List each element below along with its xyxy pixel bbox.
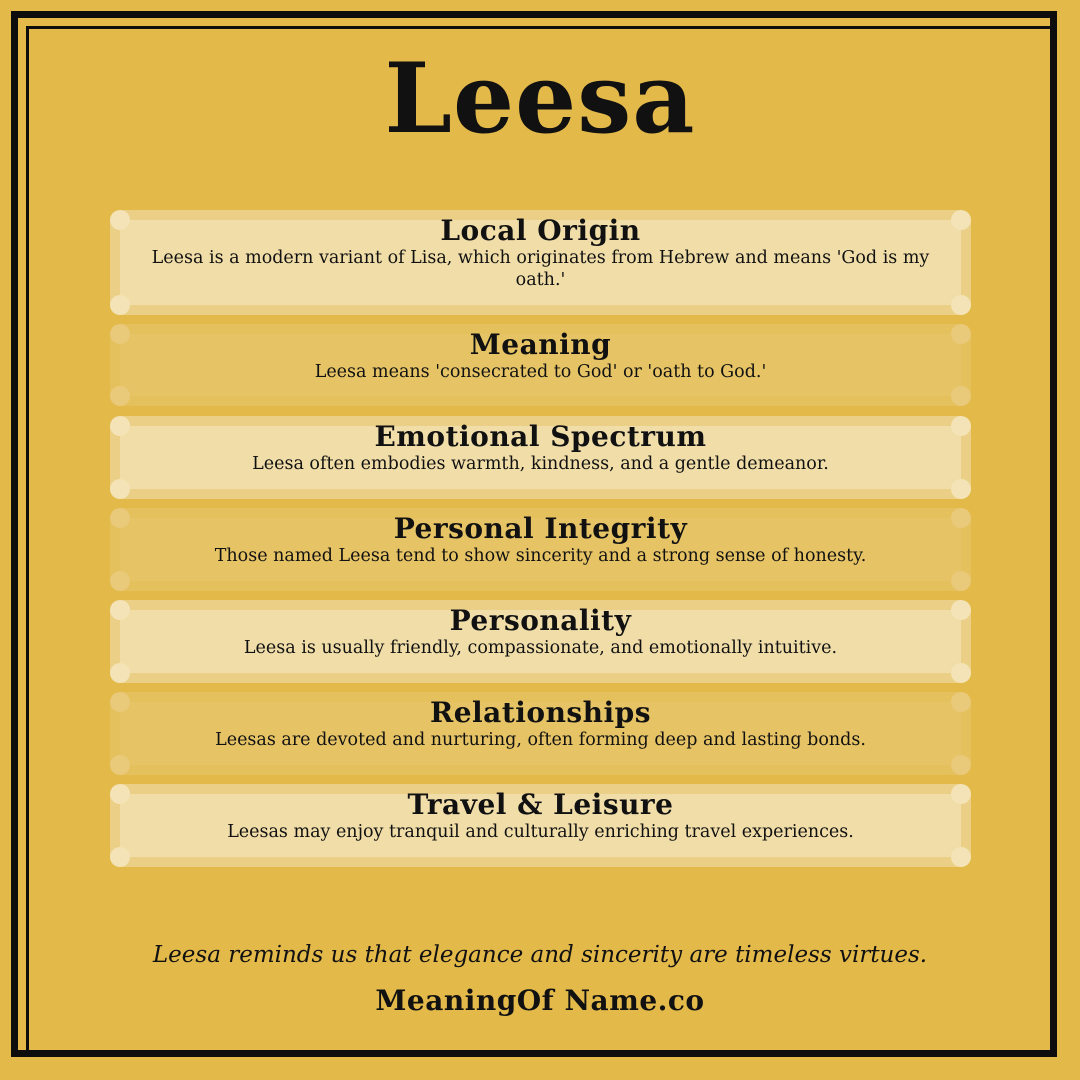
section-text: Leesa means 'consecrated to God' or 'oath to God.' <box>314 362 767 382</box>
section-card-relationships <box>110 692 971 775</box>
section-text: Leesas may enjoy tranquil and culturally enriching travel experiences. <box>227 822 854 842</box>
section-text: Leesas are devoted and nurturing, often forming deep and lasting bonds. <box>215 730 866 750</box>
section-heading: Personal Integrity <box>393 512 688 545</box>
section-card-local-origin <box>110 210 971 315</box>
page-title: Leesa <box>384 42 696 155</box>
section-heading: Relationships <box>429 696 652 729</box>
brand-name: MeaningOf Name.co <box>375 984 705 1017</box>
section-text: Leesa is usually friendly, compassionate, and emotionally intuitive. <box>243 638 838 658</box>
section-heading: Meaning <box>469 328 612 361</box>
section-text: Leesa is a modern variant of Lisa, which originates from Hebrew and means 'God is my oath.' <box>151 248 930 290</box>
closing-quote: Leesa reminds us that elegance and sincerity are timeless virtues. <box>152 942 928 968</box>
section-card-emotional-spectrum <box>110 416 971 499</box>
section-text: Leesa often embodies warmth, kindness, and a gentle demeanor. <box>252 454 829 474</box>
section-heading: Travel & Leisure <box>407 788 674 821</box>
section-heading: Emotional Spectrum <box>374 420 707 453</box>
section-heading: Personality <box>449 604 632 637</box>
section-text: Those named Leesa tend to show sincerity and a strong sense of honesty. <box>214 546 867 566</box>
section-card-personal-integrity <box>110 508 971 591</box>
section-card-meaning <box>110 324 971 406</box>
section-card-personality <box>110 600 971 683</box>
section-heading: Local Origin <box>440 214 641 247</box>
section-card-travel-leisure <box>110 784 971 867</box>
